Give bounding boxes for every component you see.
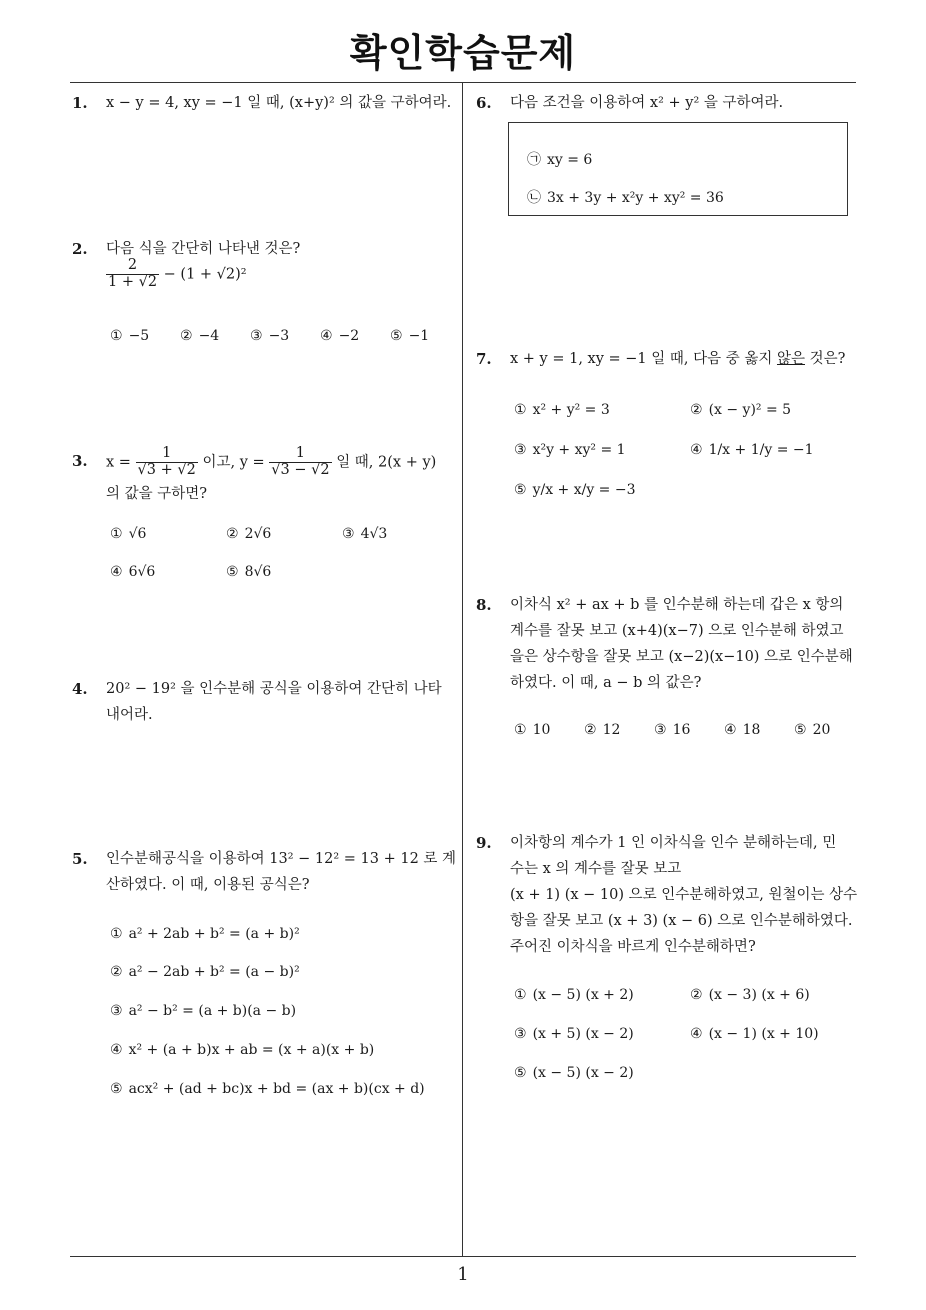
choice-5[interactable]: ⑤ 20 — [794, 722, 831, 738]
problem-text-line2: 내어라. — [106, 707, 153, 723]
problem-text-line3: 을은 상수항을 잘못 보고 (x−2)(x−10) 으로 인수분해 — [510, 649, 853, 665]
problem-5 — [72, 846, 457, 898]
choice-5[interactable]: ⑤ −1 — [390, 328, 430, 344]
choice-4[interactable]: ④ 1/x + 1/y = −1 — [690, 442, 814, 458]
problem-number: 3. — [72, 452, 88, 470]
choice-3[interactable]: ③ 16 — [654, 722, 691, 738]
problem-9 — [476, 830, 861, 960]
choice-2[interactable]: ② (x − y)² = 5 — [690, 402, 792, 418]
choice-1[interactable]: ① a² + 2ab + b² = (a + b)² — [110, 926, 300, 942]
problem-1 — [72, 90, 457, 116]
condition-1: ㉠ xy = 6 — [527, 152, 593, 168]
problem-text: x = $\frac{1}{√3 + √2}$ 이고, y = $\frac{1}{√3 - √2}$ 일 때, 2(x + y) — [106, 445, 437, 478]
choice-3[interactable]: ③ x²y + xy² = 1 — [514, 442, 626, 458]
problem-text-line2: 수는 x 의 계수를 잘못 보고 — [510, 861, 682, 877]
problem-8 — [476, 592, 861, 696]
problem-text-line5: 주어진 이차식을 바르게 인수분해하면? — [510, 939, 756, 955]
problem-number: 5. — [72, 850, 88, 868]
problem-number: 4. — [72, 680, 88, 698]
choice-1[interactable]: ① 10 — [514, 722, 551, 738]
problem-text-line2: 의 값을 구하면? — [106, 485, 208, 502]
problem-number: 9. — [476, 834, 492, 852]
bottom-rule — [70, 1256, 856, 1257]
choice-2[interactable]: ② 2√6 — [226, 526, 272, 542]
problem-number: 1. — [72, 94, 88, 112]
choice-1[interactable]: ① √6 — [110, 526, 147, 542]
problem-text-line4: 하였다. 이 때, a − b 의 값은? — [510, 675, 702, 691]
problem-3 — [72, 446, 462, 507]
underlined-word: 않은 — [776, 351, 805, 367]
problem-number: 2. — [72, 240, 88, 258]
problem-text-line1: 인수분해공식을 이용하여 13² − 12² = 13 + 12 로 계 — [106, 851, 457, 867]
fraction: $\frac{2}{1 + √2}$ — [108, 257, 158, 290]
problem-text: x − y = 4, xy = −1 일 때, (x+y)² 의 값을 구하여라. — [106, 95, 452, 111]
problem-text-line1: 이차식 x² + ax + b 를 인수분해 하는데 갑은 x 항의 — [510, 597, 844, 613]
fraction: $\frac{1}{√3 + √2}$ — [137, 445, 196, 478]
expression-rest: − (1 + √2)² — [163, 266, 247, 283]
problem-text-line2: 계수를 잘못 보고 (x+4)(x−7) 으로 인수분해 하였고 — [510, 623, 844, 639]
problem-text-line1: 20² − 19² 을 인수분해 공식을 이용하여 간단히 나타 — [106, 681, 442, 697]
fraction: $\frac{1}{√3 - √2}$ — [271, 445, 330, 478]
conditions-box — [508, 122, 848, 216]
page-number: 1 — [457, 1264, 469, 1285]
problem-2-expression — [106, 258, 247, 291]
page-title: 확인학습문제 — [349, 31, 577, 75]
problem-7 — [476, 346, 856, 372]
choice-4[interactable]: ④ (x − 1) (x + 10) — [690, 1026, 819, 1042]
choice-3[interactable]: ③ (x + 5) (x − 2) — [514, 1026, 634, 1042]
choice-3[interactable]: ③ −3 — [250, 328, 290, 344]
choice-5[interactable]: ⑤ acx² + (ad + bc)x + bd = (ax + b)(cx + d) — [110, 1081, 425, 1097]
choice-4[interactable]: ④ x² + (a + b)x + ab = (x + a)(x + b) — [110, 1042, 375, 1058]
choice-5[interactable]: ⑤ (x − 5) (x − 2) — [514, 1065, 634, 1081]
problem-number: 8. — [476, 596, 492, 614]
column-divider — [462, 83, 463, 1256]
condition-2: ㉡ 3x + 3y + x²y + xy² = 36 — [527, 190, 724, 206]
problem-text-line2: 산하였다. 이 때, 이용된 공식은? — [106, 877, 310, 893]
choice-2[interactable]: ② (x − 3) (x + 6) — [690, 987, 810, 1003]
choice-5[interactable]: ⑤ y/x + x/y = −3 — [514, 482, 636, 498]
top-rule — [70, 82, 856, 83]
problem-4 — [72, 676, 457, 728]
choice-1[interactable]: ① −5 — [110, 328, 150, 344]
choice-1[interactable]: ① x² + y² = 3 — [514, 402, 610, 418]
choice-2[interactable]: ② 12 — [584, 722, 621, 738]
choice-3[interactable]: ③ 4√3 — [342, 526, 388, 542]
choice-4[interactable]: ④ −2 — [320, 328, 360, 344]
choice-3[interactable]: ③ a² − b² = (a + b)(a − b) — [110, 1003, 297, 1019]
choice-1[interactable]: ① (x − 5) (x + 2) — [514, 987, 634, 1003]
problem-text: 다음 식을 간단히 나타낸 것은? — [106, 241, 301, 257]
problem-text: 다음 조건을 이용하여 x² + y² 을 구하여라. — [510, 95, 784, 111]
problem-text-line1: 이차항의 계수가 1 인 이차식을 인수 분해하는데, 민 — [510, 835, 837, 851]
choice-5[interactable]: ⑤ 8√6 — [226, 564, 272, 580]
choice-4[interactable]: ④ 6√6 — [110, 564, 156, 580]
choice-2[interactable]: ② −4 — [180, 328, 220, 344]
choice-2[interactable]: ② a² − 2ab + b² = (a − b)² — [110, 964, 300, 980]
problem-number: 7. — [476, 350, 492, 368]
problem-number: 6. — [476, 94, 492, 112]
problem-text-line4: 항을 잘못 보고 (x + 3) (x − 6) 으로 인수분해하였다. — [510, 913, 853, 929]
problem-text: x + y = 1, xy = −1 일 때, 다음 중 옳지 않은 것은? — [510, 351, 846, 367]
problem-6 — [476, 90, 856, 116]
choice-4[interactable]: ④ 18 — [724, 722, 761, 738]
problem-text-line3: (x + 1) (x − 10) 으로 인수분해하였고, 원철이는 상수 — [510, 887, 858, 903]
